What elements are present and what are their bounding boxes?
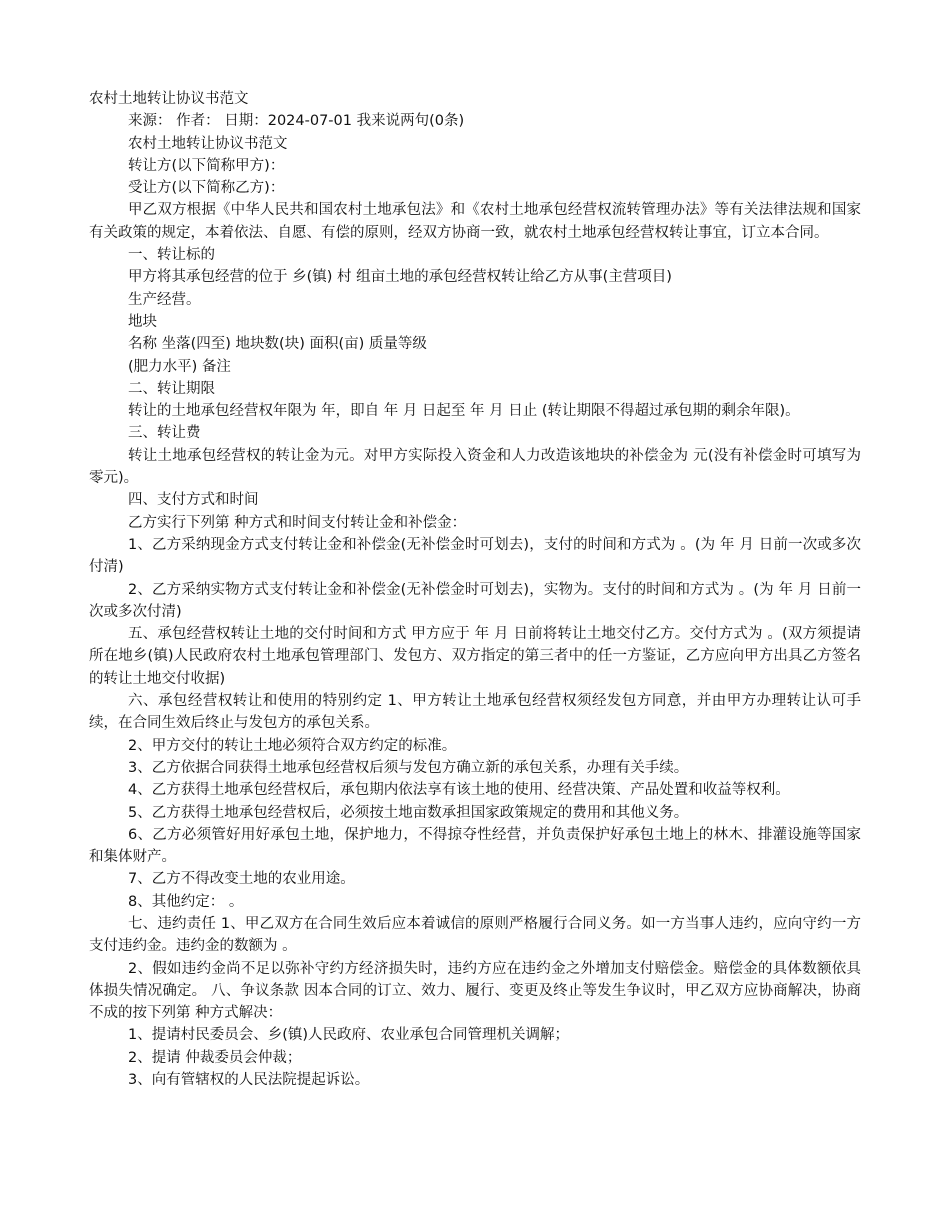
paragraph-term: 转让的土地承包经营权年限为 年，即自 年 月 日起至 年 月 日止 (转让期限不得超过承包期的剩余年限)。: [128, 403, 800, 420]
paragraph-payment: 乙方实行下列第 种方式和时间支付转让金和补偿金：: [128, 514, 467, 531]
paragraph-liability-1: 七、违约责任 1、甲乙双方在合同生效后应本着诚信的原则严格履行合同义务。如一方当事人违约，应向守约一方支付违约金。违约金的数额为 。: [89, 915, 861, 955]
paragraph-heading-title: 农村土地转让协议书范文: [128, 135, 288, 152]
paragraph-plot-fields: 名称 坐落(四至) 地块数(块) 面积(亩) 质量等级: [128, 336, 427, 353]
paragraph-subject-cont: 生产经营。: [128, 291, 201, 308]
paragraph-payment-kind: 2、乙方采纳实物方式支付转让金和补偿金(无补偿金时可划去)，实物为。支付的时间和方式为 。(为 年 月 日前一次或多次付清): [89, 581, 861, 620]
paragraph-fee: 转让土地承包经营权的转让金为元。对甲方实际投入资金和人力改造该地块的补偿金为 元(没有补偿金时可填写为零元)。: [89, 447, 861, 487]
section-heading-subject: 一、转让标的: [128, 247, 215, 264]
paragraph-special-7: 7、乙方不得改变土地的农业用途。: [128, 871, 355, 888]
paragraph-transferor: 转让方(以下简称甲方)：: [128, 157, 285, 174]
paragraph-dispute-3: 3、向有管辖权的人民法院提起诉讼。: [128, 1072, 370, 1089]
paragraph-special-6: 6、乙方必须管好用好承包土地，保护地力，不得掠夺性经营，并负责保护好承包土地上的林木、排灌设施等国家和集体财产。: [89, 826, 861, 866]
paragraph-payment-cash: 1、乙方采纳现金方式支付转让金和补偿金(无补偿金时可划去)，支付的时间和方式为 。(为 年 月 日前一次或多次付清): [89, 536, 861, 576]
paragraph-subject: 甲方将其承包经营的位于 乡(镇) 村 组亩土地的承包经营权转让给乙方从事(主营项目): [128, 269, 672, 286]
paragraph-special-2: 2、甲方交付的转让土地必须符合双方约定的标准。: [128, 737, 457, 754]
document-meta: 来源： 作者： 日期：2024-07-01 我来说两句(0条): [128, 113, 465, 130]
paragraph-plot: 地块: [128, 313, 157, 330]
document-body: [89, 133, 861, 1092]
paragraph-liability-2: 2、假如违约金尚不足以弥补守约方经济损失时，违约方应在违约金之外增加支付赔偿金。赔偿金的具体数额依具体损失情况确定。 八、争议条款 因本合同的订立、效力、履行、变更及终止等发生争议时，甲乙双方应协商解决，协商不成的按下列第 种方式解决：: [89, 960, 861, 1022]
paragraph-transferee: 受让方(以下简称乙方)：: [128, 180, 285, 197]
document-title: 农村土地转让协议书范文: [89, 91, 249, 107]
paragraph-dispute-2: 2、提请 仲裁委员会仲裁；: [128, 1049, 302, 1066]
document-page: [89, 88, 861, 1091]
paragraph-special-3: 3、乙方依据合同获得土地承包经营权后须与发包方确立新的承包关系，办理有关手续。: [128, 759, 689, 776]
paragraph-special-4: 4、乙方获得土地承包经营权后，承包期内依法享有该土地的使用、经营决策、产品处置和收益等权利。: [128, 782, 790, 799]
paragraph-preamble: 甲乙双方根据《中华人民共和国农村土地承包法》和《农村土地承包经营权流转管理办法》等有关法律法规和国家有关政策的规定，本着依法、自愿、有偿的原则，经双方协商一致，就农村土地承包经营权转让事宜，订立本合同。: [89, 202, 861, 241]
paragraph-delivery: 五、承包经营权转让土地的交付时间和方式 甲方应于 年 月 日前将转让土地交付乙方。交付方式为 。(双方须提请所在地乡(镇)人民政府农村土地承包管理部门、发包方、双方指定的第三者中的任一方鉴证，乙方应向甲方出具乙方签名的转让土地交付收据): [89, 626, 861, 687]
paragraph-dispute-1: 1、提请村民委员会、乡(镇)人民政府、农业承包合同管理机关调解；: [128, 1027, 570, 1044]
paragraph-special-1: 六、承包经营权转让和使用的特别约定 1、甲方转让土地承包经营权须经发包方同意，并由甲方办理转让认可手续，在合同生效后终止与发包方的承包关系。: [89, 693, 861, 732]
section-heading-term: 二、转让期限: [128, 380, 215, 397]
paragraph-special-8: 8、其他约定： 。: [128, 893, 244, 910]
paragraph-special-5: 5、乙方获得土地承包经营权后，必须按土地亩数承担国家政策规定的费用和其他义务。: [128, 804, 689, 821]
section-heading-fee: 三、转让费: [128, 425, 201, 442]
paragraph-plot-fields-cont: (肥力水平) 备注: [128, 358, 231, 375]
section-heading-payment: 四、支付方式和时间: [128, 492, 259, 509]
